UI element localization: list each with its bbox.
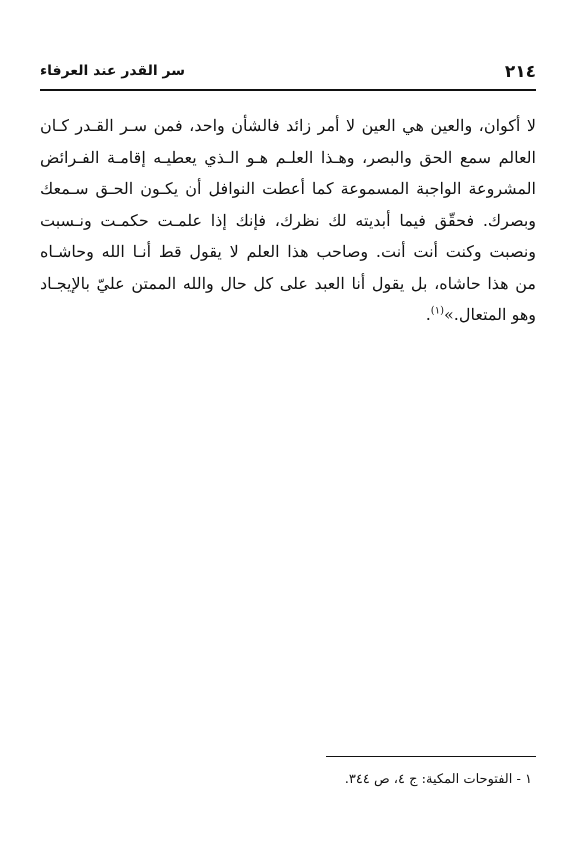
last-line-end: . bbox=[425, 305, 431, 324]
footnote-rule bbox=[326, 756, 536, 757]
text-line: المشروعة الواجبة المسموعة كما أعطت النوافل أن يكـون الحـق سـمعك bbox=[40, 179, 536, 198]
page-header bbox=[40, 62, 536, 88]
text-line: العالم سمع الحق والبصر، وهـذا العلـم هـو الـذي يعطيـه إقامـة الفـرائض bbox=[40, 147, 536, 167]
text-line: وبصرك. فحقّق فيما أبديته لك نظرك، فإنك إذا علمـت حكمـت ونـسبت bbox=[40, 210, 536, 230]
text-line: ونصبت وكنت أنت أنت. وصاحب هذا العلم لا يقول قط أنـا الله وحاشـاه bbox=[40, 242, 536, 261]
text-line-last bbox=[40, 299, 536, 331]
page-number: ٢١٤ bbox=[504, 62, 536, 82]
running-title: سر القدر عند العرفاء bbox=[40, 63, 185, 79]
last-line-text: وهو المتعال.» bbox=[443, 305, 536, 324]
text-line: لا أكوان، والعين هي العين لا أمر زائد فالشأن واحد، فمن سـر القـدر كـان bbox=[40, 116, 536, 135]
header-rule bbox=[40, 89, 536, 91]
text-line: من هذا حاشاه، بل يقول أنا العبد على كل حال والله الممتن عليّ بالإيجـاد bbox=[40, 273, 536, 293]
body-text bbox=[40, 110, 536, 331]
footnote: ١ - الفتوحات المكية: ج ٤، ص ٣٤٤. bbox=[344, 772, 532, 787]
footnote-reference[interactable]: (١) bbox=[430, 305, 444, 317]
